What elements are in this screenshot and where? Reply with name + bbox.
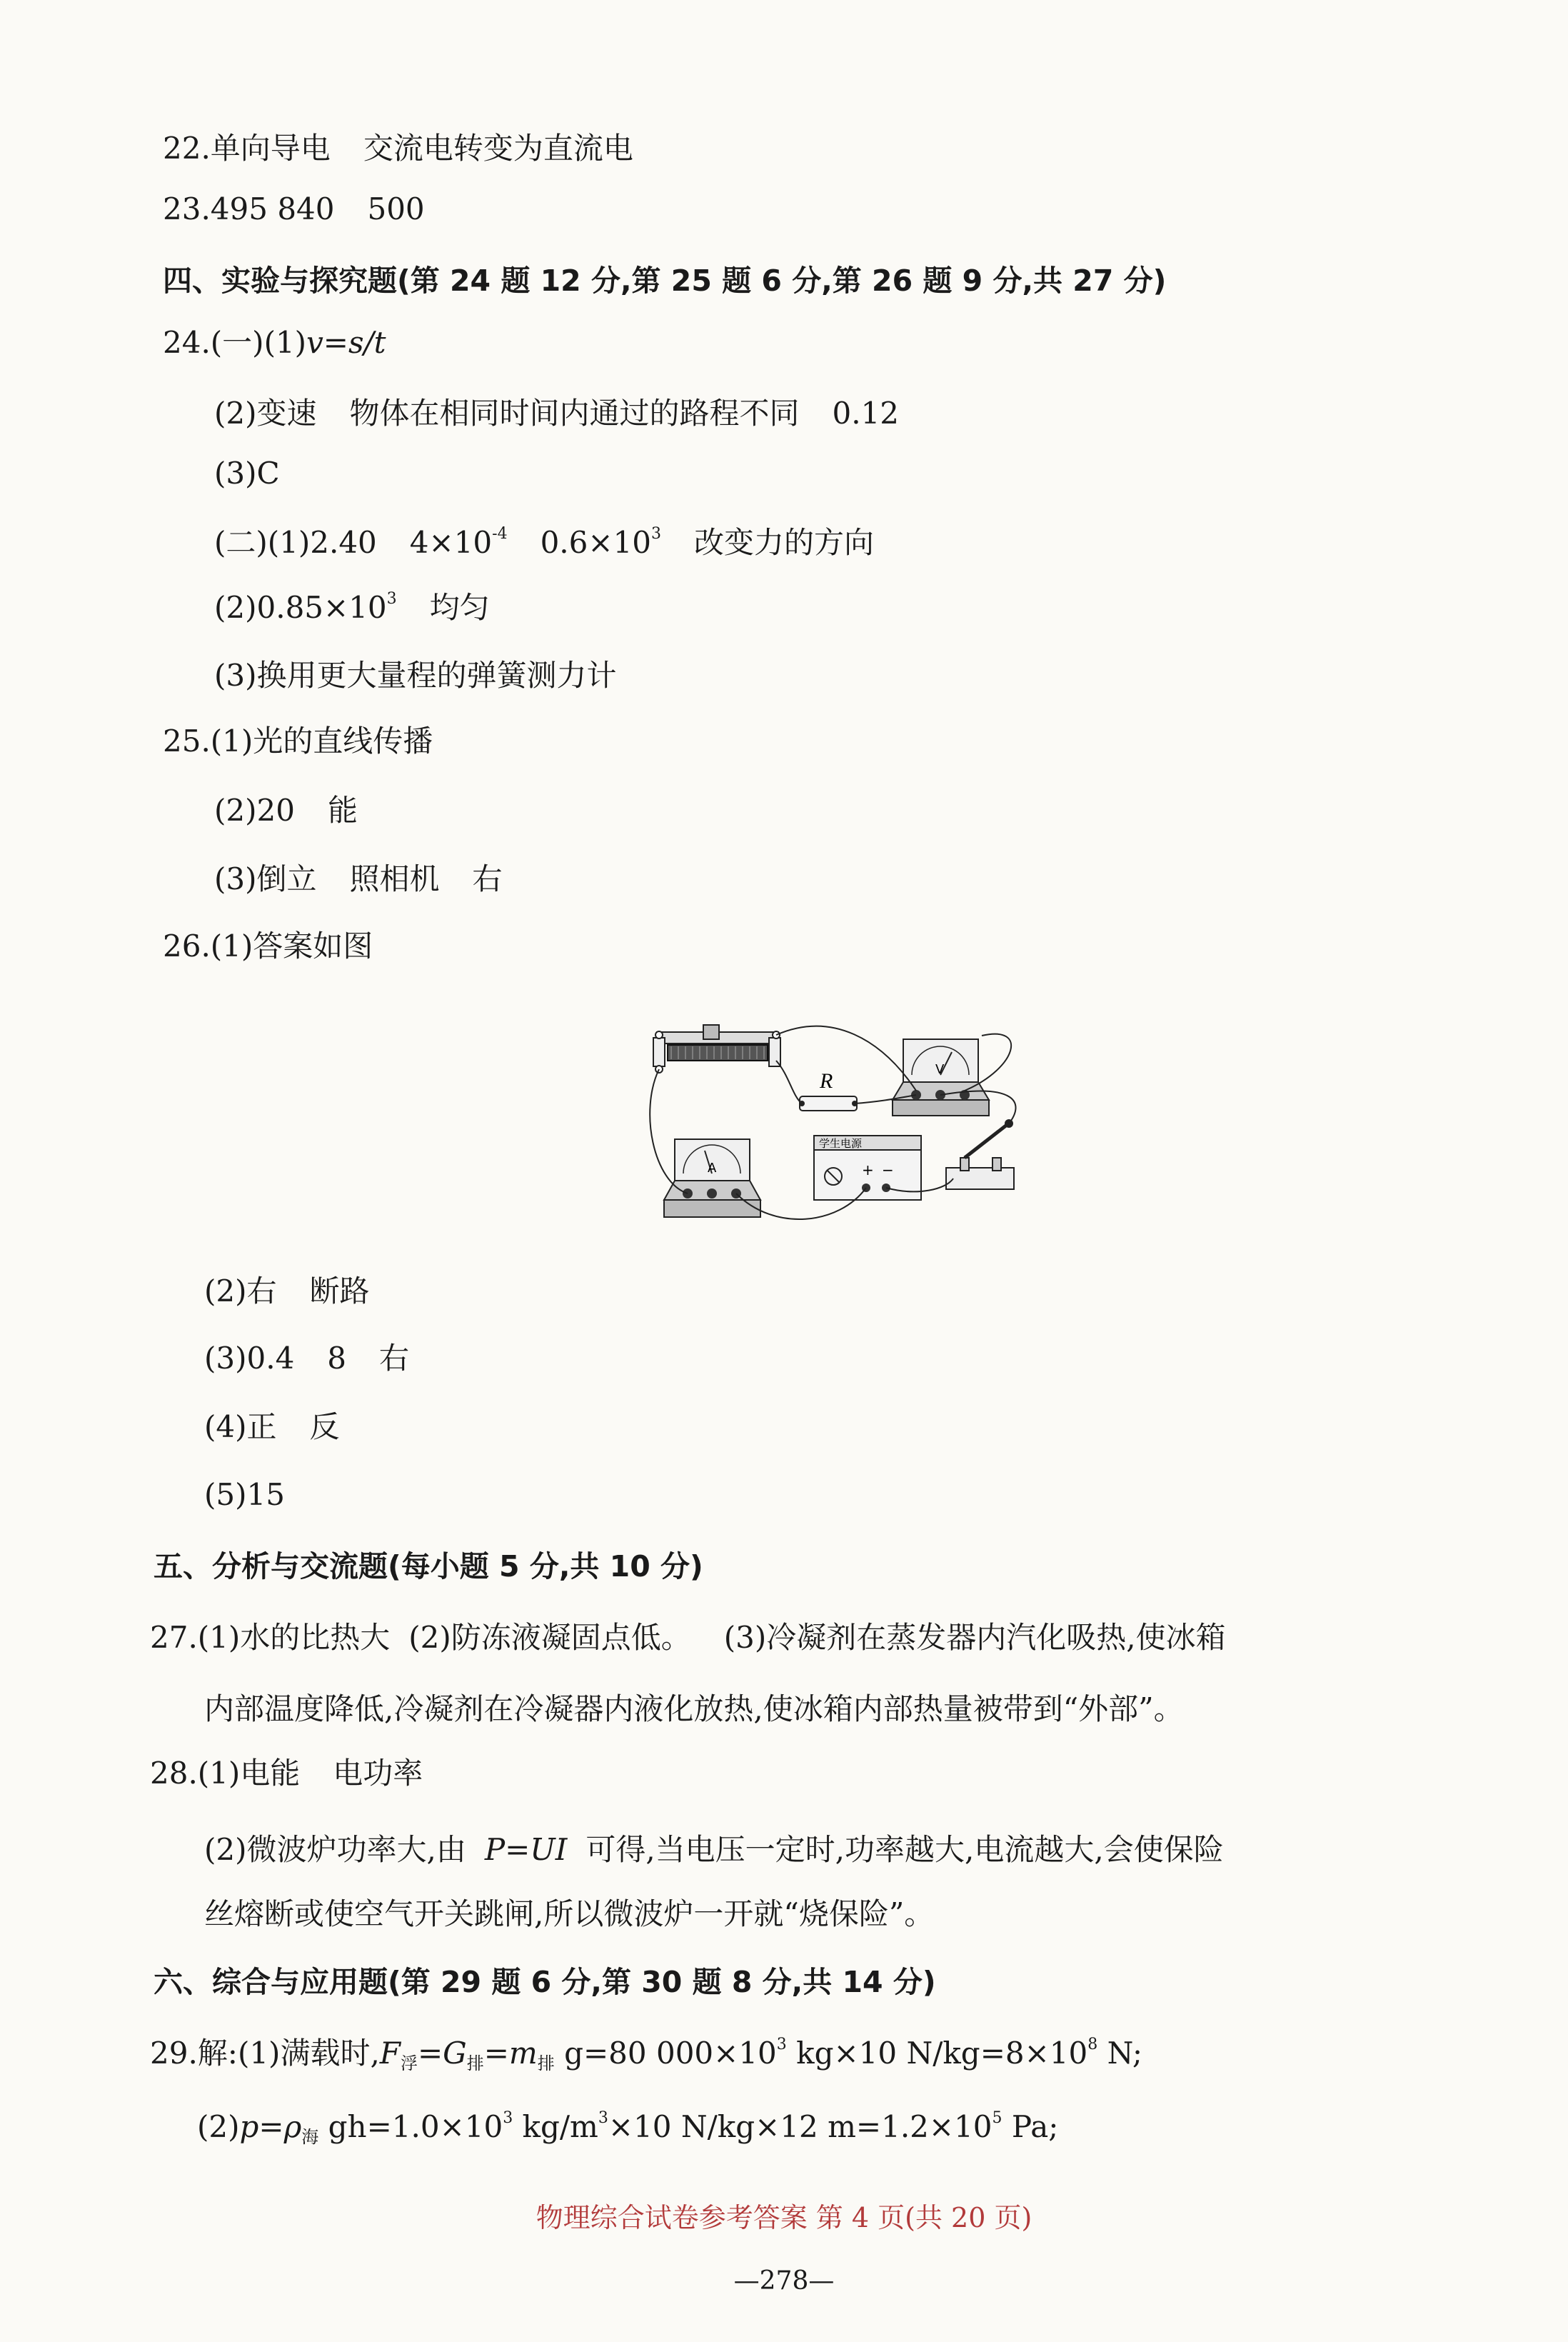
q29-exp5: 5 [992, 2109, 1002, 2127]
q23-line [163, 189, 425, 229]
q27-line-2: 内部温度降低,冷凝剂在冷凝器内液化放热,使冰箱内部热量被带到“外部”。 [204, 1691, 1184, 1726]
q26-line-5: (5)15 [204, 1477, 285, 1512]
ammeter-label: A [708, 1161, 717, 1176]
q29-sub-pai: 排 [466, 2053, 484, 2073]
q26-l4b: 反 [309, 1409, 340, 1444]
q28-number: 28. [150, 1756, 198, 1791]
q26-l1: (1)答案如图 [210, 929, 373, 964]
q28-l2c: 可得,当电压一定时,功率越大,电流越大,会使保险 [586, 1832, 1224, 1867]
q29-l2a: (2) [197, 2109, 240, 2144]
q22-answer-1: 单向导电 [210, 131, 331, 166]
q29-l2e: Pa; [1002, 2109, 1059, 2144]
q29-p: p [239, 2109, 259, 2144]
q24-l4b: 4×10 [409, 525, 493, 560]
section-5-heading: 五、分析与交流题(每小题 5 分,共 10 分) [154, 1549, 703, 1583]
circuit-diagram [646, 1018, 1028, 1236]
q28-l1b: 电功率 [333, 1756, 423, 1791]
q23-answer-1: 495 840 [210, 191, 335, 226]
q25-line-1 [163, 721, 433, 761]
q23-number: 23. [163, 191, 211, 226]
minus-sign: − [882, 1161, 894, 1178]
q27-line-1 [150, 1618, 1226, 1658]
section-6-heading: 六、综合与应用题(第 29 题 6 分,第 30 题 8 分,共 14 分) [154, 1965, 936, 1999]
q24-line-6: (3)换用更大量程的弹簧测力计 [214, 658, 617, 693]
q26-line-1 [163, 926, 373, 966]
q26-number: 26. [163, 929, 211, 964]
q23-answer-2: 500 [367, 191, 425, 226]
q27-number: 27. [150, 1620, 198, 1655]
page-number: —278— [733, 2266, 835, 2296]
q25-l3c: 右 [472, 861, 503, 896]
q28-l1a: (1)电能 [197, 1756, 301, 1791]
section-4-heading: 四、实验与探究题(第 24 题 12 分,第 25 题 6 分,第 26 题 9 分,共 27 分) [163, 264, 1167, 298]
q28-line-2 [204, 1830, 1224, 1870]
q29-l2b: gh=1.0×10 [318, 2109, 503, 2144]
q24-part-label: (一)(1) [210, 325, 307, 360]
q29-sub-pai2: 排 [537, 2053, 555, 2073]
q29-number: 29. [150, 2036, 198, 2071]
power-supply-label: 学生电源 [819, 1137, 863, 1150]
q29-G: G [443, 2036, 467, 2071]
q29-rho: ρ [283, 2109, 302, 2144]
q26-l2b: 断路 [309, 1273, 370, 1308]
q25-line-3 [214, 859, 503, 899]
page-footer: 物理综合试卷参考答案 第 4 页(共 20 页) [536, 2202, 1032, 2233]
q24-l5a: (2)0.85×10 [214, 590, 387, 625]
q27-l1c: (3)冷凝剂在蒸发器内汽化吸热,使冰箱 [723, 1620, 1226, 1655]
q24-line-1 [163, 323, 386, 363]
q24-l2a: (2)变速 [214, 396, 317, 431]
q26-l3b: 8 [327, 1341, 347, 1376]
q29-eq1: = [417, 2036, 443, 2071]
rheostat [653, 1025, 780, 1073]
q28-l2a: (2)微波炉功率大,由 [204, 1832, 466, 1867]
q27-l1a: (1)水的比热大 [197, 1620, 391, 1655]
q26-line-3 [204, 1338, 409, 1378]
q26-l4a: (4)正 [204, 1409, 277, 1444]
q24-l4c-exp: 3 [651, 525, 662, 543]
q29-sub-hai: 海 [301, 2127, 319, 2147]
q25-number: 25. [163, 724, 211, 759]
q25-line-2 [214, 791, 358, 831]
q29-F: F [379, 2036, 401, 2071]
q26-l3c: 右 [379, 1341, 410, 1376]
q27-l1b: (2)防冻液凝固点低。 [408, 1620, 691, 1655]
resistor [799, 1069, 858, 1111]
q24-l2c: 0.12 [832, 396, 900, 431]
q29-l2d: ×10 N/kg×12 m=1.2×10 [608, 2109, 992, 2144]
q24-l5b: 均匀 [429, 590, 490, 625]
q25-l3b: 照相机 [349, 861, 440, 896]
q28-line-3: 丝熔断或使空气开关跳闸,所以微波炉一开就“烧保险”。 [204, 1896, 935, 1931]
q29-exp2: 8 [1087, 2036, 1098, 2053]
q25-l3a: (3)倒立 [214, 861, 317, 896]
q29-l1c: kg×10 N/kg=8×10 [786, 2036, 1088, 2071]
q24-line-4 [214, 523, 874, 563]
q22-number: 22. [163, 131, 211, 166]
q26-l2a: (2)右 [204, 1273, 277, 1308]
q26-line-2 [204, 1271, 370, 1311]
q29-l1a: 解:(1)满载时, [197, 2036, 380, 2071]
ammeter [664, 1139, 760, 1217]
q25-l2a: (2)20 [214, 793, 295, 828]
q24-l4b-exp: -4 [492, 525, 508, 543]
q29-eq2: = [483, 2036, 509, 2071]
q29-sub-fu: 浮 [400, 2053, 418, 2073]
q28-formula: P=UI [484, 1832, 568, 1867]
q22-line [163, 129, 633, 169]
q29-l2c: kg/m [513, 2109, 598, 2144]
q24-line-5 [214, 588, 490, 628]
q24-l4a: (二)(1)2.40 [214, 525, 377, 560]
q24-l2b: 物体在相同时间内通过的路程不同 [349, 396, 800, 431]
q24-line-2 [214, 394, 899, 434]
switch [946, 1119, 1014, 1189]
q24-l5a-exp: 3 [386, 590, 397, 608]
q29-l1d: N; [1097, 2036, 1143, 2071]
q24-l4d: 改变力的方向 [694, 525, 875, 560]
q22-answer-2: 交流电转变为直流电 [363, 131, 633, 166]
q26-line-4 [204, 1407, 340, 1447]
plus-sign: + [862, 1161, 874, 1178]
q29-line-2 [197, 2107, 1058, 2147]
q25-l2b: 能 [327, 793, 358, 828]
voltmeter-label: V [935, 1062, 945, 1077]
power-supply [814, 1136, 921, 1200]
q28-line-1 [150, 1753, 423, 1793]
q24-number: 24. [163, 325, 211, 360]
q24-formula: v=s/t [306, 325, 386, 360]
q24-line-3: (3)C [214, 456, 280, 491]
q29-exp1: 3 [776, 2036, 787, 2053]
q29-exp4: 3 [598, 2109, 608, 2127]
q29-line-1 [150, 2033, 1142, 2073]
q25-l1: (1)光的直线传播 [210, 724, 433, 759]
q26-l3a: (3)0.4 [204, 1341, 295, 1376]
q29-m: m [508, 2036, 538, 2071]
q24-l4c: 0.6×10 [540, 525, 652, 560]
q29-l1b: g=80 000×10 [554, 2036, 777, 2071]
q29-eq3: = [258, 2109, 284, 2144]
resistor-label: R [820, 1069, 833, 1093]
q29-exp3: 3 [503, 2109, 513, 2127]
